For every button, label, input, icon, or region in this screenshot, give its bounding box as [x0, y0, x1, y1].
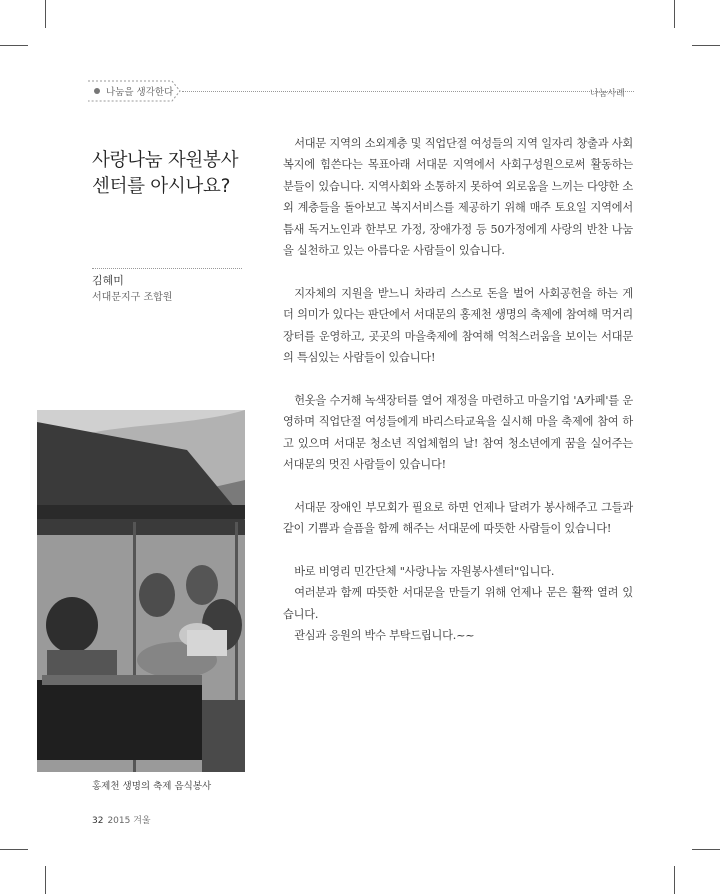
crop-mark: [0, 849, 28, 850]
page-footer: [92, 813, 151, 826]
photo-caption: 홍제천 생명의 축제 음식봉사: [92, 781, 212, 792]
author-divider: [92, 268, 242, 269]
article-body: [283, 133, 633, 647]
crop-mark: [674, 866, 675, 894]
author-name: 김혜미: [92, 274, 124, 287]
crop-mark: [674, 0, 675, 28]
bullet-icon: [94, 88, 100, 94]
crop-mark: [692, 849, 720, 850]
event-photo: [37, 410, 245, 772]
body-paragraph: 헌옷을 수거해 녹색장터를 열어 재정을 마련하고 마을기업 'A카페'를 운영하며 직업단절 여성들에게 바리스타교육을 실시해 마을 축제에 참여 하고 있으며 서대문 청소년 직업체험의 날! 참여 청소년에게 꿈을 실어주는 서대문의 멋진 사람들이 있습니다!: [283, 393, 633, 472]
tag-label: 나눔을 생각한다: [106, 87, 174, 98]
body-paragraph: 지자체의 지원을 받느니 차라리 스스로 돈을 벌어 사회공헌을 하는 게 더 의미가 있다는 판단에서 서대문의 홍제천 생명의 축제에 참여해 먹거리 장터를 운영하고, 곳곳의 마을축제에 참여해 억척스러움을 보이는 서대문의 특심있는 사람들이 있습니다!: [283, 286, 633, 365]
body-paragraph: 서대문 지역의 소외계층 및 직업단절 여성들의 지역 일자리 창출과 사회복지에 힘쓴다는 목표아래 서대문 지역에서 사회구성원으로써 활동하는 분들이 있습니다. 지역사회와 소통하지 못하여 외로움을 느끼는 다양한 소외 계층들을 돌아보고 복지서비스를 제공하기 위해 매주 토요일 지역에서 틈새 독거노인과 한부모 가정, 장애가정 등 50가정에게 사랑의 반찬 나눔을 실천하고 있는 아름다운 사람들이 있습니다.: [283, 137, 633, 258]
crop-mark: [692, 45, 720, 46]
section-tag: [86, 79, 182, 103]
body-paragraph: 관심과 응원의 박수 부탁드립니다.~~: [294, 629, 475, 643]
body-paragraph: 바로 비영리 민간단체 "사랑나눔 자원봉사센터"입니다.: [294, 565, 555, 579]
page-number: 32: [92, 816, 104, 826]
body-paragraph: 서대문 장애인 부모회가 필요로 하면 언제나 달려가 봉사해주고 그들과 같이 기쁨과 슬픔을 함께 해주는 서대문에 따뜻한 사람들이 있습니다!: [283, 500, 633, 536]
author-affiliation: 서대문지구 조합원: [92, 292, 173, 303]
crop-mark: [0, 45, 28, 46]
article-title: 사랑나눔 자원봉사센터를 아시나요?: [92, 150, 239, 197]
header-divider: [182, 91, 634, 92]
section-label: 나눔사례: [590, 89, 625, 99]
crop-mark: [45, 866, 46, 894]
crop-mark: [45, 0, 46, 28]
body-paragraph: 여러분과 함께 따뜻한 서대문을 만들기 위해 언제나 문은 활짝 열려 있습니다.: [283, 586, 633, 621]
issue-label: 2015 겨울: [107, 816, 151, 826]
